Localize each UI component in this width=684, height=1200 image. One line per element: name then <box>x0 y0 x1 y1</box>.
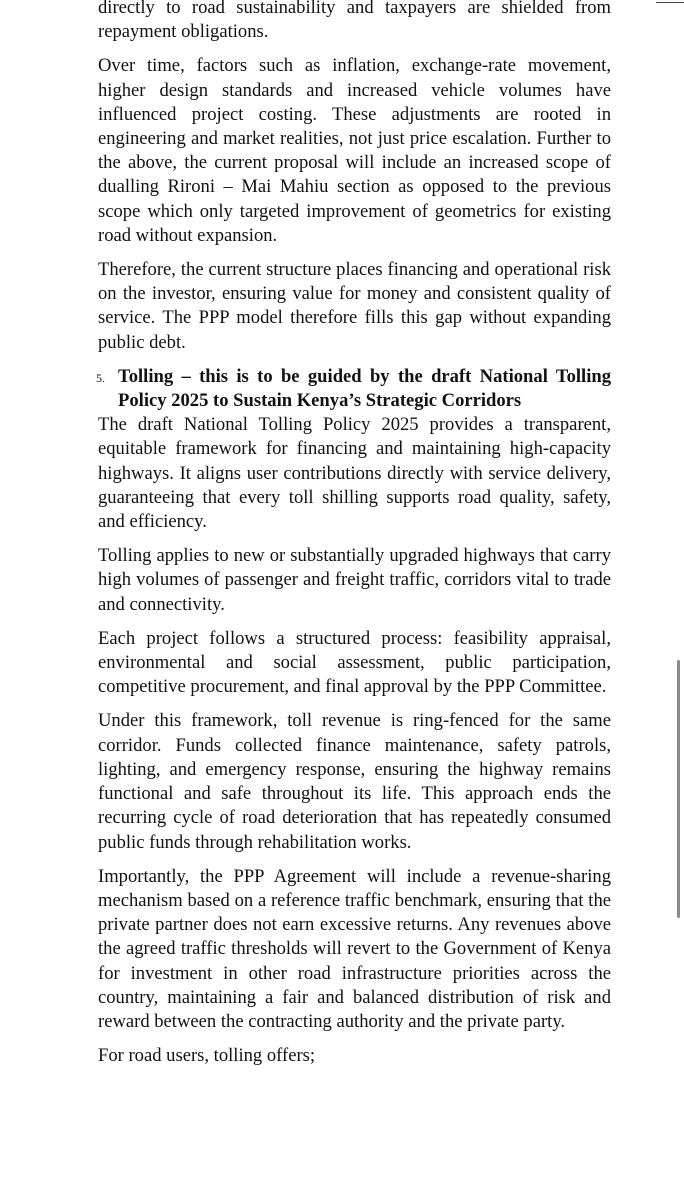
top-edge-rule <box>656 2 684 3</box>
vertical-scrollbar-thumb[interactable] <box>677 660 680 918</box>
paragraph-revenue-sharing: Importantly, the PPP Agreement will include a revenue-sharing mechanism based on a reference traffic benchmark, ensuring that the private partner does not earn excessive returns. Any revenues above the agreed traffic thresholds will revert to the Government of Kenya for investment in other road infrastructure priorities across the country, maintaining a fair and balanced distribution of risk and reward between the contracting authority and the private party. <box>98 865 611 1032</box>
document-page <box>98 0 611 1078</box>
paragraph-project-process: Each project follows a structured process: feasibility appraisal, environmental and social assessment, public participation, competitive procurement, and final approval by the PPP Committee. <box>98 627 611 698</box>
paragraph-road-users: For road users, tolling offers; <box>98 1045 316 1067</box>
section-title: Tolling – this is to be guided by the draft National Tolling Policy 2025 to Sustain Kenya’s Strategic Corridors <box>118 365 611 412</box>
paragraph-project-costing: Over time, factors such as inflation, exchange-rate movement, higher design standards and increased vehicle volumes have influenced project costing. These adjustments are rooted in engineering and market realities, not just price escalation. Further to the above, the current proposal will include an increased scope of dualling Rironi – Mai Mahiu section as opposed to the previous scope which only targeted improvement of geometrics for existing road without expansion. <box>98 55 611 246</box>
paragraph-ring-fenced-revenue: Under this framework, toll revenue is ring-fenced for the same corridor. Funds collected finance maintenance, safety patrols, lighting, and emergency response, ensuring the highway remains functional and safe throughout its life. This approach ends the recurring cycle of road deterioration that has repeatedly consumed public funds through rehabilitation works. <box>98 710 611 853</box>
paragraph-repayment-shield: directly to road sustainability and taxpayers are shielded from repayment obligations. <box>98 0 611 43</box>
section-number: 5. <box>96 370 105 385</box>
paragraph-tolling-policy: The draft National Tolling Policy 2025 provides a transparent, equitable framework for financing and maintaining high-capacity highways. It aligns user contributions directly with service delivery, guaranteeing that every toll shilling supports road quality, safety, and efficiency. <box>98 414 611 533</box>
paragraph-current-structure: Therefore, the current structure places financing and operational risk on the investor, ensuring value for money and consistent quality of service. The PPP model therefore fills this gap without expanding public debt. <box>98 259 611 353</box>
paragraph-tolling-applies: Tolling applies to new or substantially upgraded highways that carry high volumes of passenger and freight traffic, corridors vital to trade and connectivity. <box>98 545 611 615</box>
section-heading-tolling <box>96 365 611 413</box>
